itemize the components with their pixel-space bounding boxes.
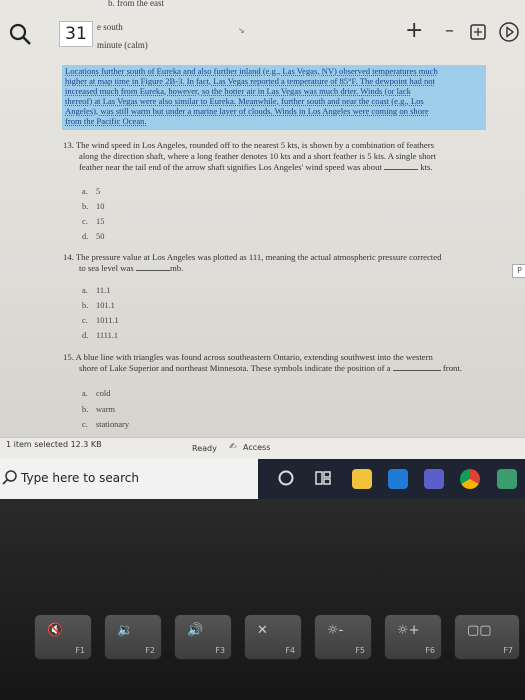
option-a[interactable]: a. cold: [82, 389, 111, 398]
paragraph-line: higher at map time in Figure 2B-3. In fact, Las Vegas reported a temperature of 85°F. The dewpoint had not: [65, 76, 435, 86]
f3-key[interactable]: 🔊 F3: [174, 614, 232, 660]
cut-line-3: minute (calm): [97, 40, 148, 50]
laptop-keyboard: [0, 499, 525, 700]
question-text: 14. The pressure value at Los Angeles was plotted as 111, meaning the actual atmospheric pressure corrected: [63, 252, 442, 262]
accessibility-icon[interactable]: ✍: [229, 442, 237, 452]
question-text: along the direction shaft, where a long feather denotes 10 kts and a short feather is 5 kts. A single short: [79, 151, 437, 161]
option-b[interactable]: b. warm: [82, 405, 116, 414]
f4-key[interactable]: ✕ F4: [244, 614, 302, 660]
paragraph-line: increased much from Eureka, however, so the hotter air in Las Vegas was much drier. Winds (or lack: [65, 86, 411, 96]
option-c[interactable]: c. 1011.1: [82, 316, 119, 325]
selection-status: 1 item selected 12.3 KB: [6, 440, 102, 449]
f7-key[interactable]: ▢▢ F7: [454, 614, 520, 660]
side-marker: P: [512, 264, 525, 278]
question-text: 13. The wind speed in Los Angeles, rounded off to the nearest 5 kts, is shown by a combination of feathers: [63, 140, 434, 150]
cut-line: b. from the east: [108, 0, 164, 8]
question-text: feather near the tail end of the arrow shaft signifies Los Angeles' wind speed was about kts.: [79, 162, 433, 172]
outlook-icon[interactable]: [388, 469, 408, 489]
chrome-icon[interactable]: [460, 469, 480, 489]
fit-page-icon[interactable]: [468, 22, 488, 42]
taskbar: [0, 459, 525, 499]
option-d[interactable]: d. 1111.1: [82, 331, 119, 340]
option-c[interactable]: c. stationary: [82, 420, 130, 429]
question-15: [63, 352, 493, 374]
f1-key[interactable]: 🔇 F1: [34, 614, 92, 660]
paragraph-line: from the Pacific Ocean.: [65, 116, 147, 126]
option-b[interactable]: b. 101.1: [82, 301, 115, 310]
search-icon[interactable]: [8, 22, 32, 46]
f2-key[interactable]: 🔉 F2: [104, 614, 162, 660]
option-b[interactable]: b. 10: [82, 202, 105, 211]
file-explorer-icon[interactable]: [352, 469, 372, 489]
option-a[interactable]: a. 11.1: [82, 286, 111, 295]
paragraph-line: thereof) at Las Vegas were also similar to Eureka. Meanwhile, further south and near the coast (e.g., Los: [65, 96, 424, 106]
question-14: [63, 252, 493, 274]
f6-key[interactable]: ☼+ F6: [384, 614, 442, 660]
cortana-icon[interactable]: [277, 469, 295, 487]
paragraph-line: Locations further south of Eureka and also further inland (e.g., Las Vegas, NV) observed temperatures much: [65, 66, 438, 76]
option-d[interactable]: d. 50: [82, 232, 105, 241]
option-a[interactable]: a. 5: [82, 187, 101, 196]
question-13: [63, 140, 493, 173]
question-text: shore of Lake Superior and northeast Minnesota. These symbols indicate the position of a front.: [79, 363, 462, 373]
ready-status: Ready: [192, 444, 217, 453]
paragraph-line: Angeles), was still warm but under a marine layer of clouds. Winds in Los Angeles were coming on shore: [65, 106, 429, 116]
cursor-icon: ↘: [238, 26, 245, 35]
cut-line-2: e south: [97, 22, 123, 32]
plus-button[interactable]: +: [405, 18, 424, 43]
app-icon[interactable]: [497, 469, 517, 489]
question-text: 15. A blue line with triangles was found across southeastern Ontario, extending southwest into the western: [63, 352, 433, 362]
f5-key[interactable]: ☼- F5: [314, 614, 372, 660]
teams-icon[interactable]: [424, 469, 444, 489]
accessibility-status[interactable]: Access: [243, 443, 271, 452]
minus-button[interactable]: –: [445, 20, 454, 41]
status-bar: [0, 437, 525, 460]
task-view-icon[interactable]: [314, 469, 332, 487]
question-text: to sea level was mb.: [79, 263, 184, 273]
search-icon: [2, 469, 18, 487]
search-input[interactable]: Type here to search: [21, 471, 139, 485]
date-widget[interactable]: 31: [59, 21, 93, 47]
option-c[interactable]: c. 15: [82, 217, 105, 226]
taskbar-search-box[interactable]: [0, 459, 258, 499]
play-circle-icon[interactable]: [498, 21, 520, 43]
